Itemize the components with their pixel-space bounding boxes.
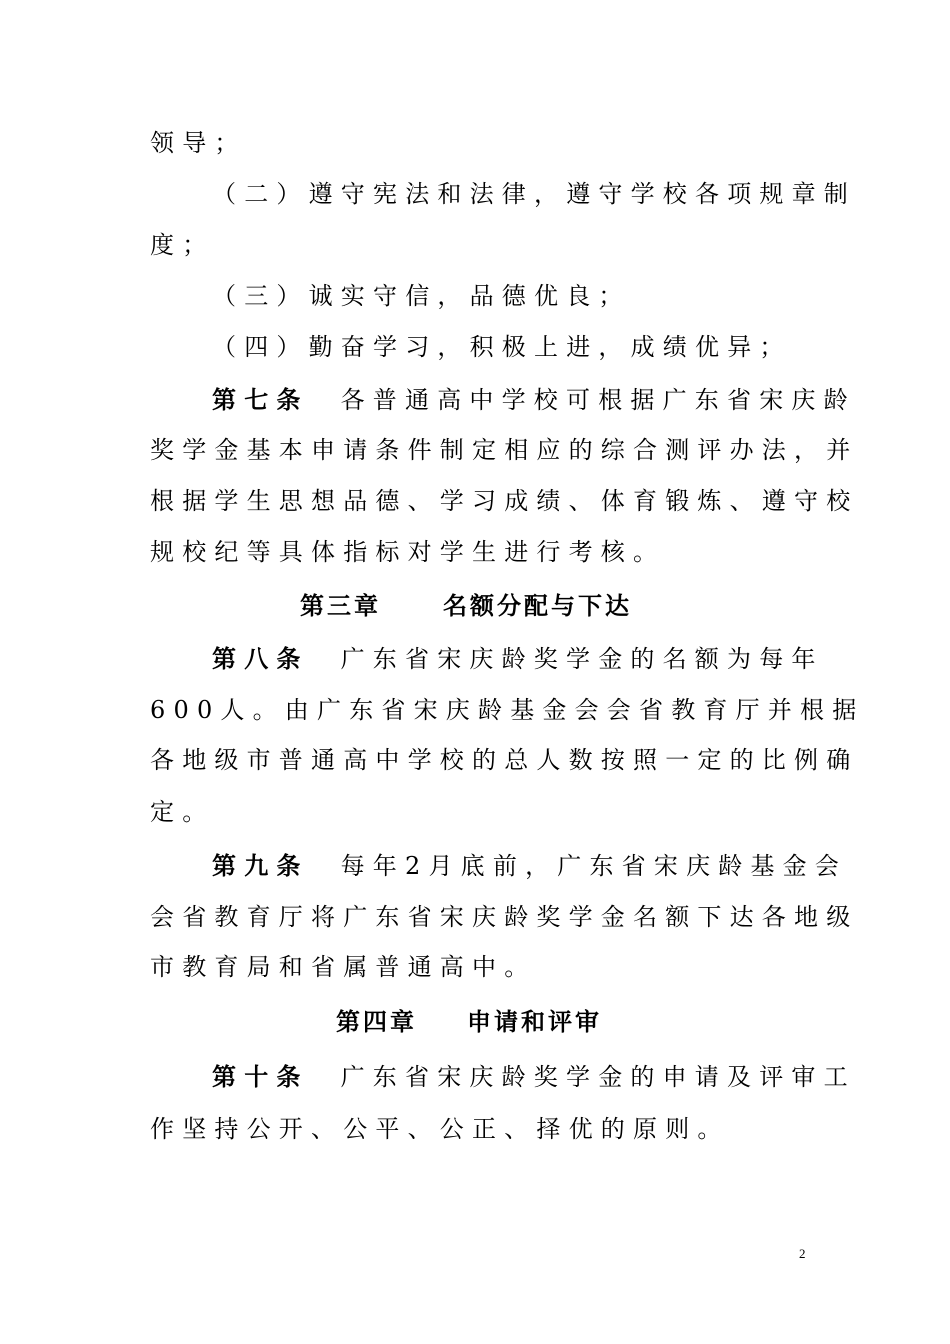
text-line: 奖学金基本申请条件制定相应的综合测评办法，并 [150,436,859,464]
chapter-heading [300,589,632,623]
article-ten [212,1060,856,1094]
article-text: 广东省宋庆龄奖学金的申请及评审工 [340,1063,856,1091]
article-label: 第九条 [212,851,309,880]
text-line: 定。 [150,798,215,826]
text-line: 领导； [150,129,247,157]
text-line: 600人。由广东省宋庆龄基金会会省教育厅并根据 [150,696,865,724]
article-text: 各普通高中学校可根据广东省宋庆龄 [340,386,856,414]
chapter-heading [336,1005,602,1039]
text-line: 根据学生思想品德、学习成绩、体育锻炼、遵守校 [150,487,859,515]
article-label: 第十条 [212,1062,309,1091]
text-line: 规校纪等具体指标对学生进行考核。 [150,538,666,566]
text-line: 会省教育厅将广东省宋庆龄奖学金名额下达各地级 [150,903,859,931]
text-line: 度； [150,231,215,259]
article-label: 第七条 [212,385,309,414]
chapter-title: 申请和评审 [467,1007,602,1036]
page-number: 2 [799,1246,806,1261]
article-eight [212,642,824,676]
clause-three: （三）诚实守信，品德优良； [212,282,631,310]
article-text: 每年2月底前，广东省宋庆龄基金会 [340,852,848,880]
text-line: 市教育局和省属普通高中。 [150,953,537,981]
article-seven [212,383,856,417]
clause-two: （二）遵守宪法和法律，遵守学校各项规章制 [212,180,856,208]
text-line: 各地级市普通高中学校的总人数按照一定的比例确 [150,746,859,774]
chapter-title: 名额分配与下达 [443,591,632,620]
text-line: 作坚持公开、公平、公正、择优的原则。 [150,1115,730,1143]
clause-four: （四）勤奋学习，积极上进，成绩优异； [212,333,792,361]
chapter-number: 第四章 [336,1007,417,1036]
article-label: 第八条 [212,644,309,673]
article-text: 广东省宋庆龄奖学金的名额为每年 [340,645,824,673]
chapter-number: 第三章 [300,591,381,620]
article-nine [212,849,848,883]
